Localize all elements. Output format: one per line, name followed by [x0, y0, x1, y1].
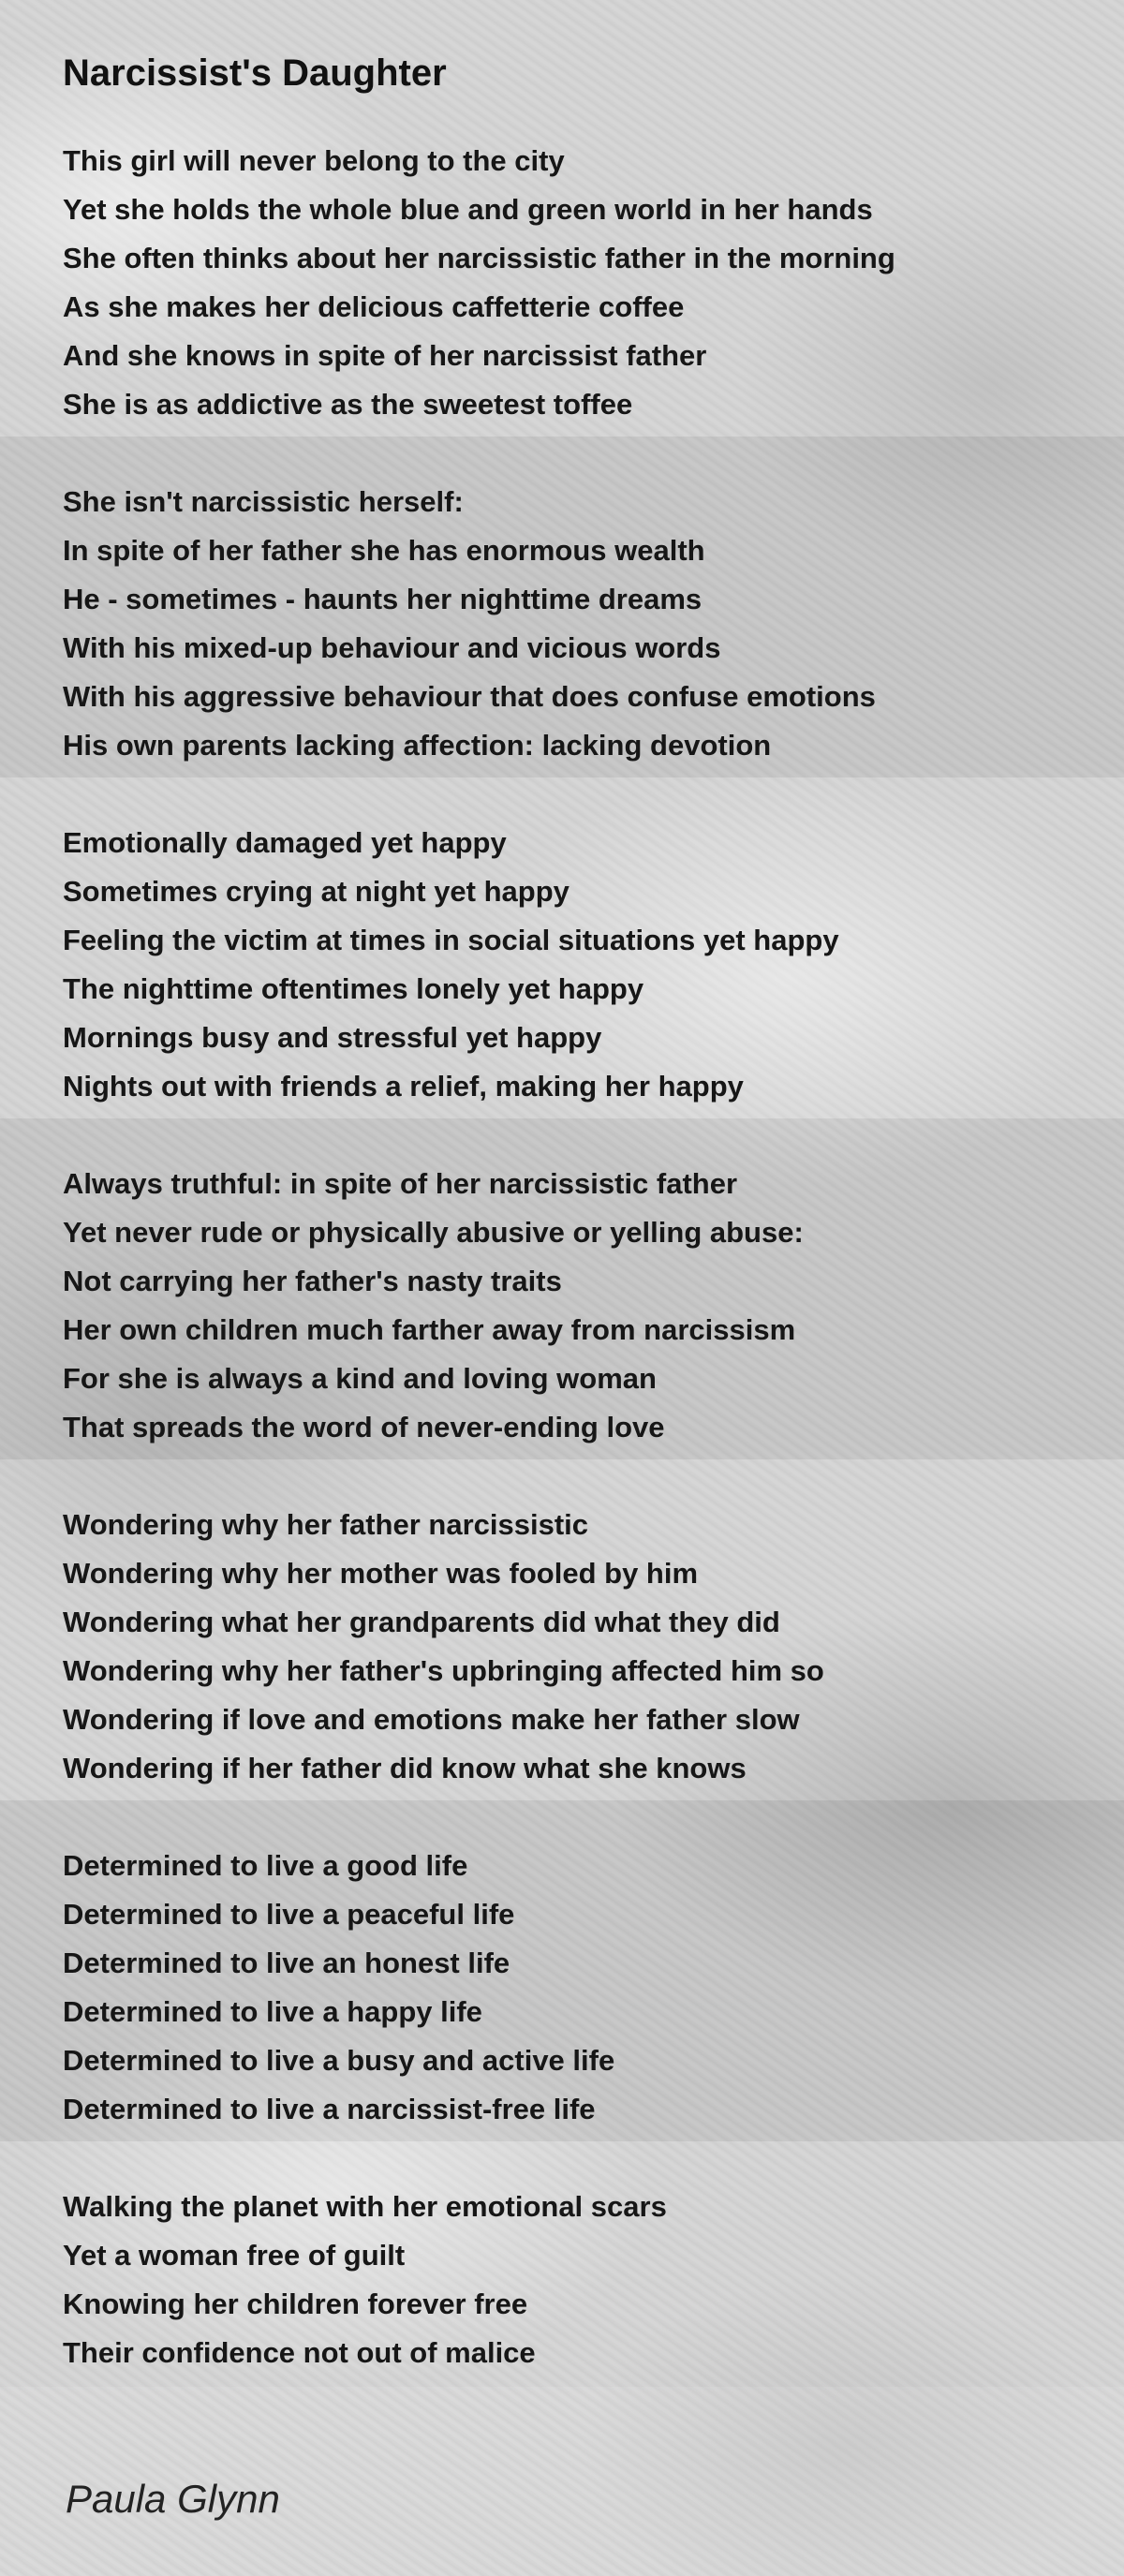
poem-line: He - sometimes - haunts her nighttime dreams	[63, 583, 702, 615]
poem-line: As she makes her delicious caffetterie coffee	[63, 290, 685, 323]
poem-line: Wondering why her mother was fooled by him	[63, 1557, 699, 1590]
stanza-4	[63, 1160, 1074, 1452]
poem-line: With his mixed-up behaviour and vicious words	[63, 631, 721, 664]
stanza-6	[63, 1842, 1074, 2134]
poem-line: Always truthful: in spite of her narcissistic father	[63, 1167, 738, 1200]
stanza-5	[63, 1501, 1074, 1793]
poem-line: With his aggressive behaviour that does confuse emotions	[63, 680, 876, 713]
poem-line: The nighttime oftentimes lonely yet happy	[63, 972, 644, 1005]
stanza-7	[63, 2183, 1074, 2377]
poem-line: Their confidence not out of malice	[63, 2336, 536, 2369]
poem-line: Determined to live a happy life	[63, 1995, 482, 2028]
poem-line: His own parents lacking affection: lacking devotion	[63, 729, 772, 762]
poem-line: Yet never rude or physically abusive or yelling abuse:	[63, 1216, 804, 1249]
poem-line: Her own children much farther away from narcissism	[63, 1313, 796, 1346]
poem-line: Mornings busy and stressful yet happy	[63, 1021, 602, 1054]
poem-line: And she knows in spite of her narcissist father	[63, 339, 707, 372]
poem-line: Not carrying her father's nasty traits	[63, 1265, 562, 1297]
poem-line: Yet a woman free of guilt	[63, 2239, 406, 2272]
poem-line: Wondering why her father's upbringing affected him so	[63, 1654, 824, 1687]
poem-line: Nights out with friends a relief, making her happy	[63, 1070, 744, 1103]
poem-line: Wondering what her grandparents did what they did	[63, 1606, 780, 1638]
poem-line: In spite of her father she has enormous wealth	[63, 534, 705, 567]
stanza-3	[63, 819, 1074, 1111]
poem-line: Yet she holds the whole blue and green world in her hands	[63, 193, 873, 226]
poem-line: Feeling the victim at times in social situations yet happy	[63, 924, 839, 956]
poem-line: Determined to live an honest life	[63, 1947, 510, 1979]
poem-title: Narcissist's Daughter	[63, 52, 447, 94]
poem-line: Emotionally damaged yet happy	[63, 826, 507, 859]
poem-line: She isn't narcissistic herself:	[63, 485, 464, 518]
stanza-1	[63, 137, 1074, 429]
poem-line: Determined to live a peaceful life	[63, 1898, 515, 1931]
poem-line: Determined to live a narcissist-free life	[63, 2093, 596, 2125]
author-name: Paula Glynn	[66, 2477, 280, 2521]
poem	[63, 49, 1074, 2426]
poem-line: Wondering if love and emotions make her father slow	[63, 1703, 800, 1736]
poem-line: She is as addictive as the sweetest toffee	[63, 388, 633, 421]
poem-line: Wondering if her father did know what she knows	[63, 1752, 747, 1784]
poem-line: That spreads the word of never-ending love	[63, 1411, 665, 1443]
stanza-2	[63, 478, 1074, 770]
poem-line: Determined to live a busy and active life	[63, 2044, 615, 2077]
poem-line: She often thinks about her narcissistic father in the morning	[63, 242, 895, 274]
poem-line: Sometimes crying at night yet happy	[63, 875, 569, 908]
poem-line: This girl will never belong to the city	[63, 144, 565, 177]
poem-line: Knowing her children forever free	[63, 2287, 528, 2320]
poem-line: For she is always a kind and loving woman	[63, 1362, 657, 1395]
poem-line: Determined to live a good life	[63, 1849, 468, 1882]
poem-line: Walking the planet with her emotional scars	[63, 2190, 667, 2223]
poem-line: Wondering why her father narcissistic	[63, 1508, 589, 1541]
